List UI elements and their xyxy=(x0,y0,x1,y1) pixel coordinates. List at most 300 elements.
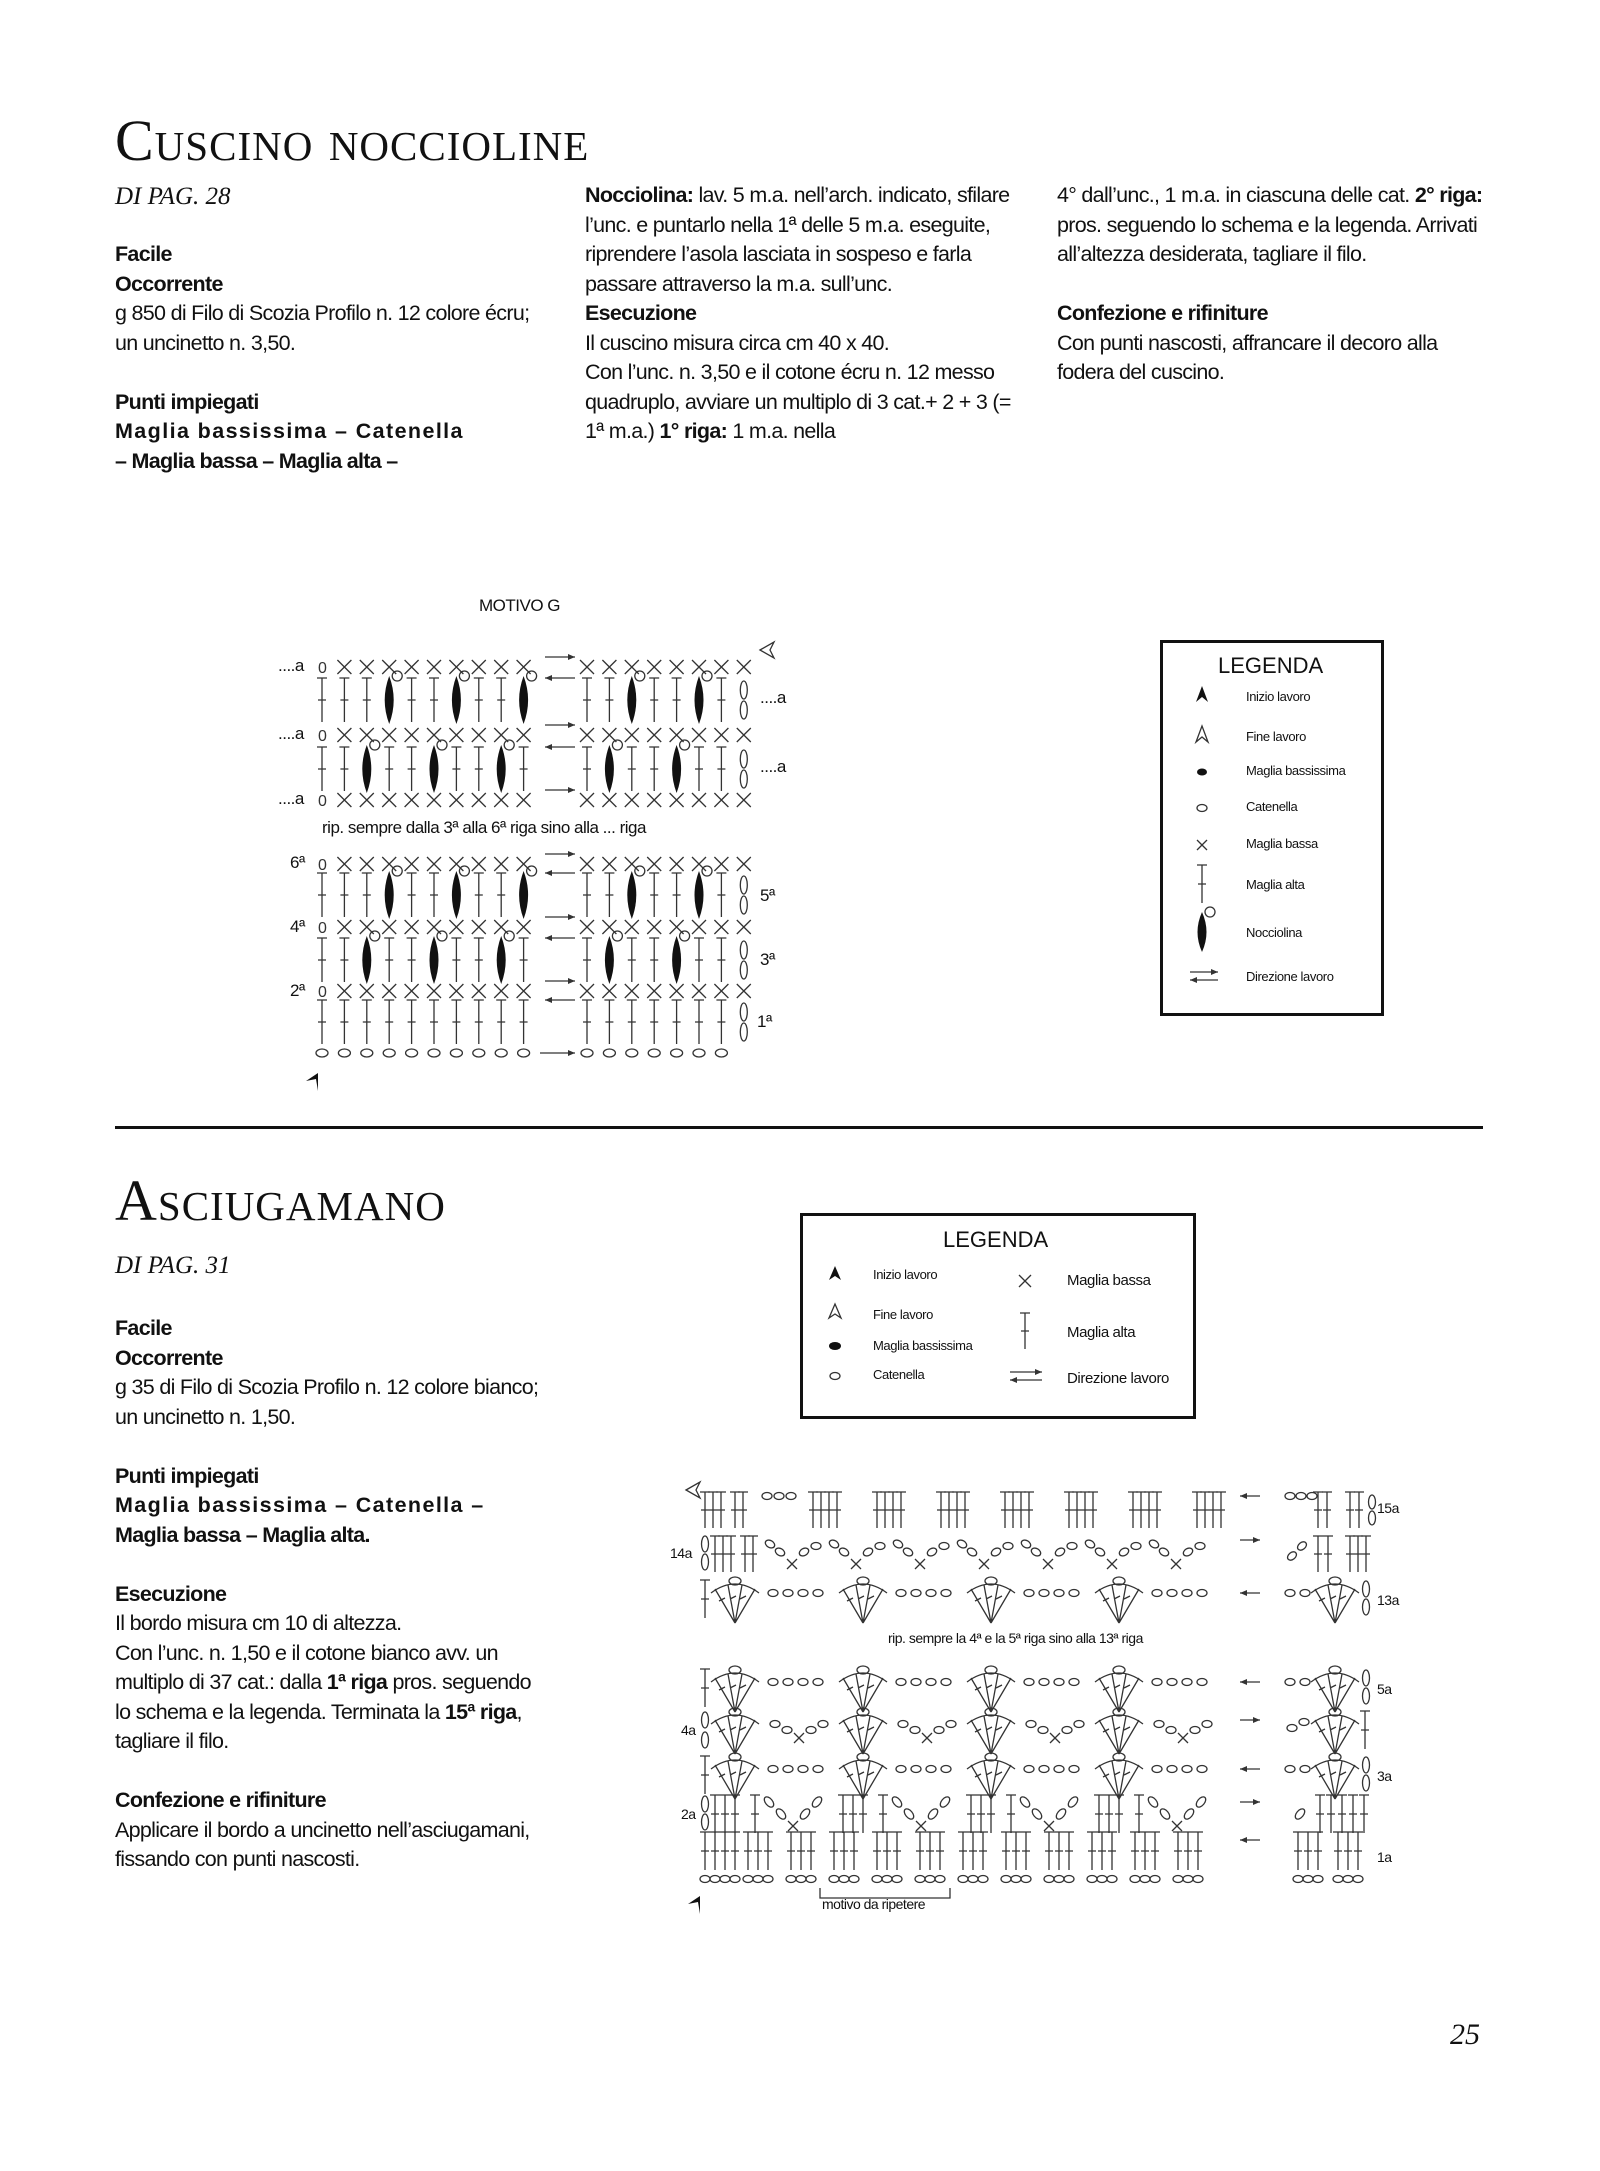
double-crochet-symbol xyxy=(649,938,659,982)
chain-symbol xyxy=(1146,1795,1159,1809)
double-crochet-symbol xyxy=(384,938,394,982)
single-crochet-symbol xyxy=(915,1559,925,1569)
arrow-head xyxy=(1010,1377,1017,1383)
double-crochet-symbol xyxy=(1313,1536,1323,1572)
single-crochet-symbol xyxy=(647,660,661,674)
chain-symbol xyxy=(1003,1543,1013,1550)
chain-symbol xyxy=(1069,1766,1079,1773)
arrow-head xyxy=(568,787,575,793)
double-crochet-symbol xyxy=(763,1832,773,1870)
single-crochet-symbol xyxy=(1043,1559,1053,1569)
arrow-head xyxy=(1253,1717,1260,1723)
stitches-line-2: Maglia bassa – Maglia alta. xyxy=(115,1522,370,1547)
single-crochet-symbol xyxy=(494,793,508,807)
arrow-head xyxy=(1253,1799,1260,1805)
chain-symbol xyxy=(838,1546,850,1557)
exec-text-3: pros. seguendo lo schema e la legenda. Terminata la xyxy=(115,1670,531,1724)
double-crochet-symbol xyxy=(1008,1492,1018,1528)
row-label: 13a xyxy=(1377,1592,1399,1608)
double-crochet-symbol xyxy=(700,1832,710,1870)
double-crochet-symbol xyxy=(915,1832,925,1870)
chain-symbol xyxy=(862,1546,874,1557)
row-label: 4a xyxy=(681,1722,696,1738)
materials-text: g 850 di Filo di Scozia Profilo n. 12 colore écru; un uncinetto n. 3,50. xyxy=(115,301,530,355)
single-crochet-symbol xyxy=(337,920,351,934)
legend-item: Direzione lavoro xyxy=(1246,969,1334,984)
materials-text: g 35 di Filo di Scozia Profilo n. 12 colore bianco; un uncinetto n. 1,50. xyxy=(115,1375,539,1429)
single-crochet-symbol xyxy=(472,857,486,871)
double-crochet-symbol xyxy=(1140,1832,1150,1870)
chain-symbol xyxy=(830,1373,840,1380)
double-crochet-symbol xyxy=(750,1795,760,1833)
heading-esecuzione: Esecuzione xyxy=(115,1581,227,1606)
single-crochet-symbol xyxy=(737,728,751,742)
chain-symbol xyxy=(581,1049,593,1057)
legend-item: Maglia alta xyxy=(1246,877,1305,892)
zero-symbol: 0 xyxy=(318,920,327,937)
double-crochet-symbol xyxy=(700,1669,710,1707)
double-crochet-symbol xyxy=(1001,1832,1011,1870)
double-crochet-symbol xyxy=(978,1832,988,1870)
single-crochet-symbol xyxy=(427,728,441,742)
arrow-head xyxy=(1240,1679,1247,1685)
double-crochet-symbol xyxy=(339,1000,349,1044)
exec-text-2: Con l’unc. n. 3,50 e il cotone écru n. 12 messo quadruplo, avviare un multiplo di 3 cat.+ 2 + 3 (= 1ª m.a.) xyxy=(585,360,1011,443)
heading-punti: Punti impiegati xyxy=(115,389,259,414)
chain-symbol xyxy=(1363,1670,1370,1686)
chain-symbol xyxy=(1054,1876,1064,1883)
single-crochet-symbol xyxy=(494,984,508,998)
chain-symbol xyxy=(1167,1766,1177,1773)
chain-symbol xyxy=(702,1796,709,1812)
row-label: 6ª xyxy=(290,853,305,872)
double-crochet-symbol xyxy=(317,1000,327,1044)
double-crochet-symbol xyxy=(720,1795,730,1833)
double-crochet-symbol xyxy=(407,747,417,791)
double-crochet-symbol xyxy=(694,1000,704,1044)
chain-symbol xyxy=(806,1727,816,1734)
legend-item: Fine lavoro xyxy=(1246,729,1306,744)
double-crochet-symbol xyxy=(1080,1492,1090,1528)
chain-symbol xyxy=(702,671,712,681)
col3-text-1: 4° dall’unc., 1 m.a. in ciascuna delle cat. xyxy=(1057,183,1415,207)
chain-symbol xyxy=(1202,1721,1212,1728)
double-crochet-symbol xyxy=(604,873,614,917)
row-label: 15a xyxy=(1377,1500,1399,1516)
double-crochet-symbol xyxy=(1216,1492,1226,1528)
heading-occorrente: Occorrente xyxy=(115,271,223,296)
double-crochet-symbol xyxy=(872,1832,882,1870)
double-crochet-symbol xyxy=(1064,1492,1074,1528)
chain-symbol xyxy=(702,1814,709,1830)
chain-symbol xyxy=(504,740,514,750)
single-crochet-symbol xyxy=(337,793,351,807)
end-icon xyxy=(829,1304,841,1318)
double-crochet-symbol xyxy=(968,1832,978,1870)
nocciolina-symbol xyxy=(385,676,394,724)
page-reference: DI PAG. 31 xyxy=(115,1252,231,1279)
single-crochet-symbol xyxy=(602,857,616,871)
row-label: 3ª xyxy=(760,950,775,969)
chain-symbol xyxy=(1024,1679,1034,1686)
chain-symbol xyxy=(437,740,447,750)
single-crochet-symbol xyxy=(851,1559,861,1569)
double-crochet-symbol xyxy=(384,1000,394,1044)
single-crochet-symbol xyxy=(472,660,486,674)
single-crochet-symbol xyxy=(788,1821,798,1831)
chain-symbol xyxy=(798,1546,810,1557)
chain-symbol xyxy=(715,1049,727,1057)
chain-symbol xyxy=(1030,1807,1043,1821)
chain-symbol xyxy=(1069,1590,1079,1597)
chain-symbol xyxy=(1293,1807,1306,1821)
shell-symbol xyxy=(711,1673,759,1712)
chain-symbol xyxy=(813,1590,823,1597)
chain-symbol xyxy=(603,1049,615,1057)
chain-symbol xyxy=(527,866,537,876)
double-crochet-symbol xyxy=(738,1492,748,1528)
single-crochet-symbol xyxy=(625,984,639,998)
single-crochet-symbol xyxy=(405,728,419,742)
nocciolina-symbol xyxy=(672,936,681,984)
chain-symbol xyxy=(1039,1679,1049,1686)
end-icon xyxy=(1196,726,1208,742)
shell-symbol xyxy=(1095,1760,1143,1799)
double-crochet-symbol xyxy=(944,1492,954,1528)
double-crochet-symbol xyxy=(716,678,726,722)
legend-item: Maglia alta xyxy=(1067,1324,1136,1341)
single-crochet-symbol xyxy=(405,660,419,674)
chain-symbol xyxy=(1182,1807,1195,1821)
chain-symbol xyxy=(702,1732,709,1748)
chain-symbol xyxy=(1001,1876,1011,1883)
chain-symbol xyxy=(1300,1590,1310,1597)
chain-symbol xyxy=(527,671,537,681)
single-crochet-symbol xyxy=(405,793,419,807)
page-number: 25 xyxy=(1450,2018,1480,2051)
chain-symbol xyxy=(1167,1679,1177,1686)
nocciolina-symbol xyxy=(695,871,704,919)
chain-symbol xyxy=(612,740,622,750)
nocciolina-symbol xyxy=(519,871,528,919)
double-crochet-symbol xyxy=(407,938,417,982)
single-crochet-symbol xyxy=(382,857,396,871)
chain-symbol xyxy=(1066,1795,1079,1809)
chain-symbol xyxy=(941,1590,951,1597)
single-crochet-symbol xyxy=(360,793,374,807)
slip-stitch-icon xyxy=(829,1342,841,1350)
double-crochet-symbol xyxy=(1020,1313,1030,1349)
double-crochet-symbol xyxy=(694,938,704,982)
chain-symbol xyxy=(1140,1876,1150,1883)
chain-symbol xyxy=(1158,1807,1171,1821)
double-crochet-symbol xyxy=(936,1492,946,1528)
chain-symbol xyxy=(896,1590,906,1597)
chain-symbol xyxy=(1363,1757,1370,1773)
double-crochet-symbol xyxy=(604,678,614,722)
stitches-line-1: Maglia bassissima – Catenella – xyxy=(115,1493,485,1517)
shell-symbol xyxy=(1311,1715,1359,1754)
single-crochet-symbol xyxy=(1050,1733,1060,1743)
chain-symbol xyxy=(783,1590,793,1597)
row-label: 3a xyxy=(1377,1768,1392,1784)
chain-symbol xyxy=(1363,1688,1370,1704)
chain-symbol xyxy=(612,931,622,941)
double-crochet-symbol xyxy=(716,747,726,791)
double-crochet-symbol xyxy=(952,1492,962,1528)
zero-symbol: 0 xyxy=(318,660,327,677)
chain-symbol xyxy=(990,1546,1002,1557)
chain-symbol xyxy=(839,1876,849,1883)
exec-text-1: Il cuscino misura circa cm 40 x 40. xyxy=(585,330,890,355)
double-crochet-symbol xyxy=(694,747,704,791)
chain-symbol xyxy=(1197,805,1207,812)
single-crochet-symbol xyxy=(427,660,441,674)
chain-symbol xyxy=(428,1049,440,1057)
chain-symbol xyxy=(495,1049,507,1057)
single-crochet-symbol xyxy=(692,984,706,998)
exec-text-1: Il bordo misura cm 10 di altezza. xyxy=(115,1611,402,1635)
chain-symbol xyxy=(1167,1590,1177,1597)
single-crochet-symbol xyxy=(714,984,728,998)
double-crochet-symbol xyxy=(339,747,349,791)
single-crochet-symbol xyxy=(382,793,396,807)
double-crochet-symbol xyxy=(925,1832,935,1870)
double-crochet-symbol xyxy=(700,1756,710,1794)
chain-symbol xyxy=(1285,1493,1295,1500)
double-crochet-symbol xyxy=(1208,1492,1218,1528)
legend-item: Catenella xyxy=(873,1367,925,1382)
chain-symbol xyxy=(1084,1538,1096,1549)
single-crochet-symbol xyxy=(517,984,531,998)
chain-symbol xyxy=(896,1679,906,1686)
start-marker-icon xyxy=(688,1896,700,1914)
chain-symbol xyxy=(926,1546,938,1557)
chain-symbol xyxy=(786,1876,796,1883)
double-crochet-symbol xyxy=(1183,1832,1193,1870)
double-crochet-symbol xyxy=(1097,1832,1107,1870)
double-crochet-symbol xyxy=(743,1832,753,1870)
stitches-line-1: Maglia bassissima – Catenella xyxy=(115,419,464,443)
shell-symbol xyxy=(711,1760,759,1799)
chain-symbol xyxy=(1194,1795,1207,1809)
chain-symbol xyxy=(902,1807,915,1821)
slip-stitch-icon xyxy=(1197,769,1207,776)
single-crochet-symbol xyxy=(580,984,594,998)
double-crochet-symbol xyxy=(786,1832,796,1870)
double-crochet-symbol xyxy=(1361,1536,1371,1572)
double-crochet-symbol xyxy=(716,1492,726,1528)
chain-symbol xyxy=(1158,1546,1170,1557)
double-crochet-symbol xyxy=(1354,1492,1364,1528)
chain-symbol xyxy=(911,1590,921,1597)
single-crochet-symbol xyxy=(517,857,531,871)
row-label: ....a xyxy=(760,757,786,776)
chain-symbol xyxy=(370,740,380,750)
shell-symbol xyxy=(967,1715,1015,1754)
legend-item: Inizio lavoro xyxy=(873,1267,938,1282)
chain-symbol xyxy=(796,1876,806,1883)
chain-symbol xyxy=(966,1546,978,1557)
double-crochet-symbol xyxy=(1345,1536,1355,1572)
riga2-head: 2° riga: xyxy=(1414,183,1483,207)
chain-symbol xyxy=(770,1721,780,1728)
single-crochet-symbol xyxy=(670,857,684,871)
single-crochet-symbol xyxy=(382,728,396,742)
chain-symbol xyxy=(774,1546,786,1557)
chain-symbol xyxy=(768,1590,778,1597)
chain-symbol xyxy=(956,1538,968,1549)
section-title-cuscino: Cuscino noccioline xyxy=(115,108,590,173)
single-crochet-symbol xyxy=(405,857,419,871)
single-crochet-symbol xyxy=(405,920,419,934)
single-crochet-symbol xyxy=(337,984,351,998)
chain-symbol xyxy=(1195,1543,1205,1550)
single-crochet-symbol xyxy=(670,660,684,674)
repeat-note: rip. sempre dalla 3ª alla 6ª riga sino alla ... riga xyxy=(322,818,646,837)
chain-symbol xyxy=(926,1679,936,1686)
double-crochet-symbol xyxy=(1136,1492,1146,1528)
double-crochet-symbol xyxy=(796,1832,806,1870)
legend-item: Maglia bassissima xyxy=(1246,763,1346,778)
chain-symbol xyxy=(875,1543,885,1550)
exec-text-2: Con l’unc. n. 1,50 e il cotone bianco avv. un multiplo di 37 cat.: dalla xyxy=(115,1640,498,1694)
double-crochet-symbol xyxy=(880,1492,890,1528)
double-crochet-symbol xyxy=(627,938,637,982)
double-crochet-symbol xyxy=(808,1492,818,1528)
double-crochet-symbol xyxy=(1345,1492,1355,1528)
chain-symbol xyxy=(1299,1719,1309,1726)
row-label: 5a xyxy=(1377,1681,1392,1697)
exec-riga15: 15ª riga xyxy=(444,1699,517,1724)
chain-symbol xyxy=(702,1536,709,1552)
double-crochet-symbol xyxy=(649,678,659,722)
double-crochet-symbol xyxy=(317,873,327,917)
double-crochet-symbol xyxy=(582,678,592,722)
chain-symbol xyxy=(941,1679,951,1686)
chain-symbol xyxy=(361,1049,373,1057)
double-crochet-symbol xyxy=(1353,1536,1363,1572)
single-crochet-symbol xyxy=(602,728,616,742)
double-crochet-symbol xyxy=(1044,1832,1054,1870)
zero-symbol: 0 xyxy=(318,984,327,1001)
double-crochet-symbol xyxy=(824,1492,834,1528)
single-crochet-symbol xyxy=(979,1559,989,1569)
chain-symbol xyxy=(1062,1727,1072,1734)
motif-label: motivo da ripetere xyxy=(822,1896,926,1912)
zero-symbol: 0 xyxy=(318,793,327,810)
nocciolina-symbol xyxy=(362,936,371,984)
chain-symbol xyxy=(1118,1546,1130,1557)
shell-symbol xyxy=(967,1584,1015,1623)
chain-symbol xyxy=(753,1876,763,1883)
single-crochet-symbol xyxy=(1172,1821,1182,1831)
double-crochet-symbol xyxy=(604,1000,614,1044)
single-crochet-symbol xyxy=(337,857,351,871)
chain-symbol xyxy=(896,1766,906,1773)
chain-symbol xyxy=(968,1876,978,1883)
chain-symbol xyxy=(635,866,645,876)
end-marker-icon xyxy=(686,1482,700,1498)
chain-symbol xyxy=(1205,907,1215,917)
arrow-head xyxy=(1240,1837,1247,1843)
double-crochet-symbol xyxy=(720,1832,730,1870)
chain-symbol xyxy=(1131,1543,1141,1550)
double-crochet-symbol xyxy=(474,873,484,917)
shell-symbol xyxy=(839,1584,887,1623)
chain-symbol xyxy=(1296,1493,1306,1500)
single-crochet-symbol xyxy=(1044,1821,1054,1831)
chain-symbol xyxy=(934,1727,944,1734)
chain-symbol xyxy=(1154,1721,1164,1728)
single-crochet-symbol xyxy=(737,793,751,807)
double-crochet-symbol xyxy=(858,1795,868,1833)
chain-symbol xyxy=(1054,1590,1064,1597)
legend-item: Maglia bassa xyxy=(1246,836,1318,851)
chain-symbol xyxy=(740,941,747,959)
chain-symbol xyxy=(935,1876,945,1883)
double-crochet-symbol xyxy=(672,1000,682,1044)
chain-symbol xyxy=(938,1795,951,1809)
double-crochet-symbol xyxy=(1024,1492,1034,1528)
double-crochet-symbol xyxy=(582,873,592,917)
chain-symbol xyxy=(1150,1876,1160,1883)
chain-symbol xyxy=(1193,1876,1203,1883)
nocciolina-symbol xyxy=(497,936,506,984)
motif-bracket xyxy=(820,1888,950,1898)
chain-symbol xyxy=(1190,1727,1200,1734)
legend-item: Maglia bassa xyxy=(1067,1272,1151,1289)
chain-symbol xyxy=(1363,1775,1370,1791)
single-crochet-symbol xyxy=(449,920,463,934)
single-crochet-symbol xyxy=(737,920,751,934)
chain-symbol xyxy=(898,1721,908,1728)
chain-symbol xyxy=(1197,1766,1207,1773)
single-crochet-symbol xyxy=(337,728,351,742)
double-crochet-symbol xyxy=(451,1000,461,1044)
exec-text-4: , tagliare il filo. xyxy=(115,1699,522,1753)
single-crochet-symbol xyxy=(449,793,463,807)
chain-symbol xyxy=(720,1876,730,1883)
shell-symbol xyxy=(711,1715,759,1754)
chain-symbol xyxy=(902,1546,914,1557)
chain-symbol xyxy=(1182,1546,1194,1557)
shell-symbol xyxy=(711,1584,759,1623)
legend-item: Direzione lavoro xyxy=(1067,1370,1169,1387)
arrow-head xyxy=(1253,1537,1260,1543)
chain-symbol xyxy=(626,1049,638,1057)
single-crochet-symbol xyxy=(580,793,594,807)
shell-symbol xyxy=(1095,1673,1143,1712)
single-crochet-symbol xyxy=(625,793,639,807)
riga1-head: 1° riga: xyxy=(659,419,728,443)
chain-symbol xyxy=(810,1795,823,1809)
chain-symbol xyxy=(1024,1766,1034,1773)
row-label: ....a xyxy=(760,688,786,707)
double-crochet-symbol xyxy=(1094,1795,1104,1833)
single-crochet-symbol xyxy=(625,857,639,871)
double-crochet-symbol xyxy=(1313,1492,1323,1528)
nocciolina-symbol xyxy=(497,745,506,793)
single-crochet-symbol xyxy=(1197,840,1207,850)
chain-symbol xyxy=(1369,1495,1376,1509)
chain-symbol xyxy=(1044,1876,1054,1883)
chain-symbol xyxy=(702,1712,709,1728)
double-crochet-symbol xyxy=(582,938,592,982)
single-crochet-symbol xyxy=(602,984,616,998)
double-crochet-symbol xyxy=(519,938,529,982)
chain-symbol xyxy=(459,671,469,681)
